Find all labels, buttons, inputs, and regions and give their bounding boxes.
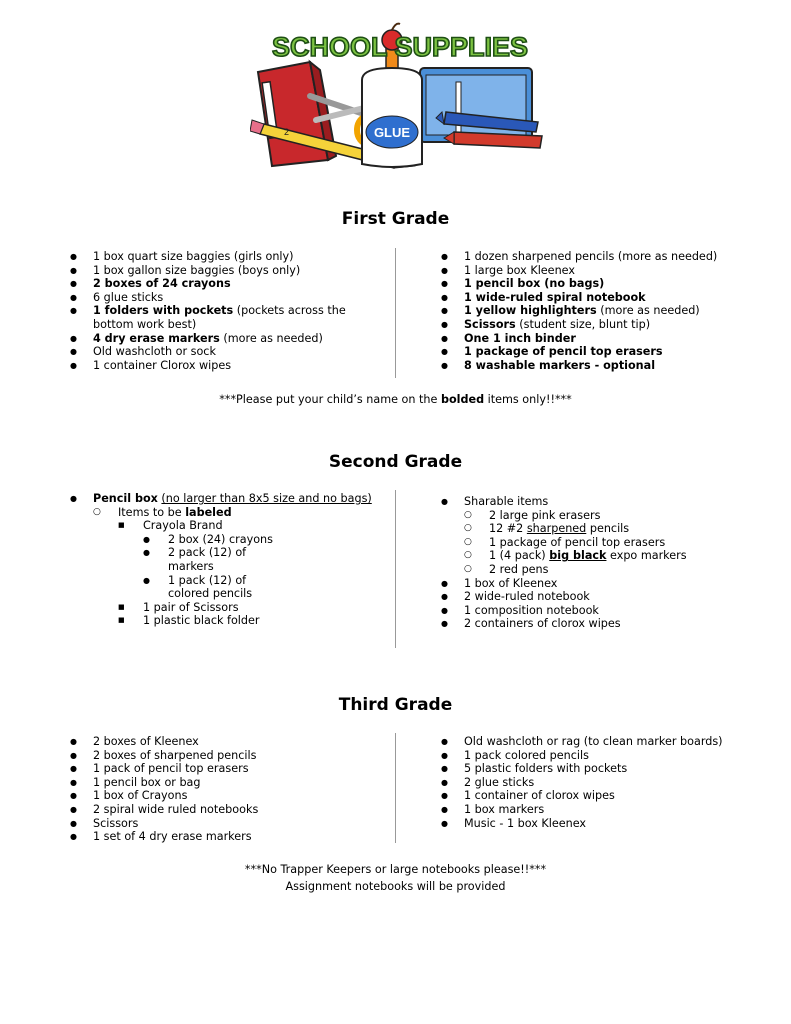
list-item: ● Sharable items ○ 2 large pink erasers ○ 12 #2 sharpened pencils ○ 1 package of pencil top erasers ○ 1 (4 pack) big black expo markers ○ 2 red pens xyxy=(441,495,771,577)
list-item: ● 5 plastic folders with pockets xyxy=(441,762,771,776)
list-item: ● Old washcloth or rag (to clean marker boards) xyxy=(441,735,771,749)
list-item: ● 1 composition notebook xyxy=(441,604,771,618)
list-item: ● 1 pack (12) of colored pencils xyxy=(143,574,278,601)
list-item: ● 1 yellow highlighters (more as needed) xyxy=(441,304,771,318)
list-item: ● Scissors (student size, blunt tip) xyxy=(441,318,771,332)
list-item: ● 1 box gallon size baggies (boys only) xyxy=(70,264,370,278)
first-grade-note: ***Please put your child’s name on the bolded items only!!*** xyxy=(219,393,572,406)
list-item: ● 4 dry erase markers (more as needed) xyxy=(70,332,370,346)
list-item: ● 1 box quart size baggies (girls only) xyxy=(70,250,370,264)
list-item: ● 2 boxes of sharpened pencils xyxy=(70,749,370,763)
glue-bottle-icon xyxy=(362,48,422,167)
list-item: ● Music - 1 box Kleenex xyxy=(441,817,771,831)
list-item: ● 2 wide-ruled notebook xyxy=(441,590,771,604)
list-item: ● One 1 inch binder xyxy=(441,332,771,346)
list-item: ● 2 glue sticks xyxy=(441,776,771,790)
list-item: ○ 2 red pens xyxy=(464,563,771,577)
third-grade-divider xyxy=(395,733,396,843)
svg-text:GLUE: GLUE xyxy=(373,125,411,140)
first-grade-right-list xyxy=(441,250,771,372)
third-grade-note-1: ***No Trapper Keepers or large notebooks please!!*** xyxy=(244,863,547,876)
second-grade-divider xyxy=(395,490,396,648)
third-grade-note-2: Assignment notebooks will be provided xyxy=(285,880,506,893)
first-grade-divider xyxy=(395,248,396,378)
first-grade-left-list xyxy=(70,250,370,372)
list-item: ■ Crayola Brand ● 2 box (24) crayons ● 2 pack (12) of markers ● 1 pack (12) of colored pencils xyxy=(118,519,380,601)
list-item: ● 1 box markers xyxy=(441,803,771,817)
list-item: ● 8 washable markers - optional xyxy=(441,359,771,373)
second-grade-left-list xyxy=(70,492,380,628)
list-item: ● 1 container of clorox wipes xyxy=(441,789,771,803)
list-item: ● Pencil box (no larger than 8x5 size and no bags) ○ Items to be labeled ■ Crayola Brand ● 2 box (24) crayons ● 2 pack (12) of markers ● 1 pack (12) of colored pencils ■ 1 pair of Scissors ■ 1 plastic black folder xyxy=(70,492,380,628)
list-item: ● 1 pencil box (no bags) xyxy=(441,277,771,291)
list-item: ● 2 box (24) crayons xyxy=(143,533,278,547)
list-item: ● 1 pencil box or bag xyxy=(70,776,370,790)
first-grade-heading: First Grade xyxy=(341,209,450,229)
list-item: ● 2 boxes of Kleenex xyxy=(70,735,370,749)
list-item: ○ 2 large pink erasers xyxy=(464,509,771,523)
third-grade-left-list xyxy=(70,735,370,844)
list-item: ○ 1 package of pencil top erasers xyxy=(464,536,771,550)
list-item: ● 1 set of 4 dry erase markers xyxy=(70,830,370,844)
list-item: ● 6 glue sticks xyxy=(70,291,370,305)
list-item: ○ 1 (4 pack) big black expo markers xyxy=(464,549,771,563)
list-item: ● 2 pack (12) of markers xyxy=(143,546,278,573)
list-item: ● 1 dozen sharpened pencils (more as needed) xyxy=(441,250,771,264)
logo-title: SCHOOL SUPPLIES xyxy=(271,32,529,62)
list-item: ○ Items to be labeled ■ Crayola Brand ● 2 box (24) crayons ● 2 pack (12) of markers ● 1 pack (12) of colored pencils ■ 1 pair of Scissors ■ 1 plastic black folder xyxy=(93,506,380,628)
list-item: ● 1 container Clorox wipes xyxy=(70,359,370,373)
list-item: ● 2 spiral wide ruled notebooks xyxy=(70,803,370,817)
list-item: ● 1 box of Crayons xyxy=(70,789,370,803)
list-item: ■ 1 plastic black folder xyxy=(118,614,380,628)
svg-text:2: 2 xyxy=(284,127,290,137)
list-item: ● 2 boxes of 24 crayons xyxy=(70,277,370,291)
school-supplies-logo xyxy=(250,20,550,170)
list-item: ● 1 pack colored pencils xyxy=(441,749,771,763)
list-item: ■ 1 pair of Scissors xyxy=(118,601,380,615)
list-item: ● 1 large box Kleenex xyxy=(441,264,771,278)
second-grade-right-list xyxy=(441,495,771,631)
list-item: ● 1 wide-ruled spiral notebook xyxy=(441,291,771,305)
list-item: ● 1 pack of pencil top erasers xyxy=(70,762,370,776)
list-item: ● 2 containers of clorox wipes xyxy=(441,617,771,631)
third-grade-heading: Third Grade xyxy=(338,695,453,715)
list-item: ● Scissors xyxy=(70,817,370,831)
list-item: ● 1 box of Kleenex xyxy=(441,577,771,591)
list-item: ● Old washcloth or sock xyxy=(70,345,370,359)
list-item: ○ 12 #2 sharpened pencils xyxy=(464,522,771,536)
third-grade-right-list xyxy=(441,735,771,830)
second-grade-heading: Second Grade xyxy=(328,452,463,472)
list-item: ● 1 package of pencil top erasers xyxy=(441,345,771,359)
list-item: ● 1 folders with pockets (pockets across the bottom work best) xyxy=(70,304,370,331)
